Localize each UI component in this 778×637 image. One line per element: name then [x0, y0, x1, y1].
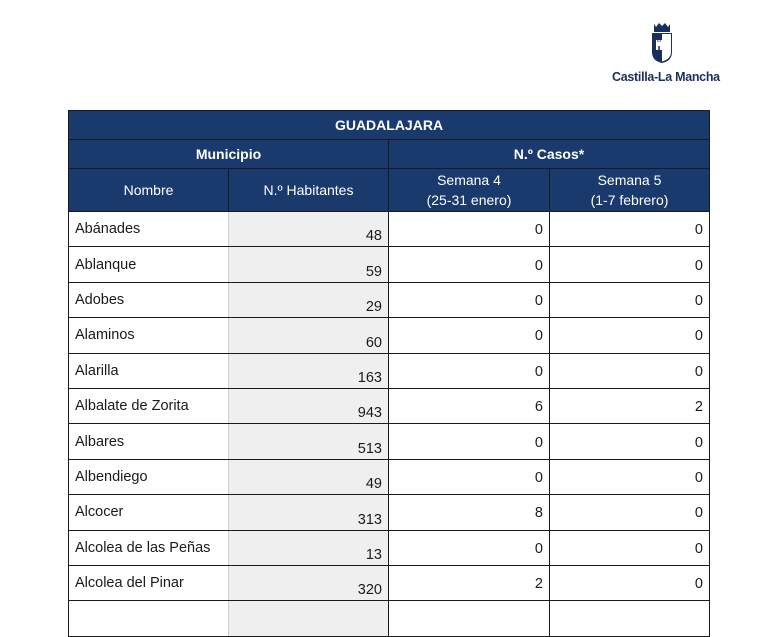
habitantes-cell: 313	[229, 495, 389, 530]
municipio-group-header: Municipio	[69, 140, 389, 169]
semana4-cases-cell	[389, 601, 550, 636]
habitantes-cell: 60	[229, 318, 389, 353]
habitantes-cell: 59	[229, 247, 389, 282]
semana4-column-header	[389, 169, 550, 212]
municipio-name-cell: Alcocer	[69, 495, 229, 530]
logo-text: Castilla-La Mancha	[612, 70, 720, 84]
semana4-cases-cell: 0	[389, 247, 550, 282]
semana4-cases-cell: 0	[389, 212, 550, 247]
municipio-name-cell	[69, 601, 229, 636]
municipio-name-cell: Albares	[69, 424, 229, 459]
habitantes-cell: 320	[229, 565, 389, 600]
semana5-label: Semana 5	[597, 172, 662, 188]
semana4-label: Semana 4	[437, 172, 501, 188]
table-row	[69, 459, 710, 494]
semana5-cases-cell: 0	[550, 282, 710, 317]
habitantes-cell: 13	[229, 530, 389, 565]
semana4-cases-cell: 0	[389, 424, 550, 459]
habitantes-column-header: N.º Habitantes	[229, 169, 389, 212]
casos-group-header: N.º Casos*	[389, 140, 710, 169]
castilla-la-mancha-logo	[612, 22, 720, 84]
coat-of-arms-icon	[650, 22, 674, 64]
municipio-name-cell: Abánades	[69, 212, 229, 247]
table-row	[69, 353, 710, 388]
semana5-cases-cell: 0	[550, 495, 710, 530]
nombre-column-header: Nombre	[69, 169, 229, 212]
semana5-cases-cell: 0	[550, 424, 710, 459]
table-row	[69, 247, 710, 282]
municipios-table	[68, 110, 710, 637]
province-title: GUADALAJARA	[69, 111, 710, 140]
table-row	[69, 565, 710, 600]
municipio-name-cell: Albalate de Zorita	[69, 388, 229, 423]
habitantes-cell: 48	[229, 212, 389, 247]
table-row	[69, 424, 710, 459]
semana5-cases-cell: 0	[550, 247, 710, 282]
municipio-name-cell: Alcolea del Pinar	[69, 565, 229, 600]
semana5-cases-cell: 0	[550, 459, 710, 494]
table-row	[69, 495, 710, 530]
habitantes-cell: 513	[229, 424, 389, 459]
semana4-cases-cell: 0	[389, 353, 550, 388]
table-row	[69, 601, 710, 636]
municipio-name-cell: Adobes	[69, 282, 229, 317]
semana5-column-header	[550, 169, 710, 212]
table-row	[69, 318, 710, 353]
semana4-cases-cell: 8	[389, 495, 550, 530]
semana5-cases-cell: 0	[550, 212, 710, 247]
semana4-cases-cell: 0	[389, 282, 550, 317]
habitantes-cell: 163	[229, 353, 389, 388]
semana5-cases-cell: 2	[550, 388, 710, 423]
semana4-cases-cell: 2	[389, 565, 550, 600]
semana5-cases-cell: 0	[550, 530, 710, 565]
municipio-name-cell: Alarilla	[69, 353, 229, 388]
semana5-cases-cell	[550, 601, 710, 636]
habitantes-cell	[229, 601, 389, 636]
semana4-cases-cell: 0	[389, 459, 550, 494]
semana4-cases-cell: 6	[389, 388, 550, 423]
municipio-name-cell: Alcolea de las Peñas	[69, 530, 229, 565]
table-row	[69, 388, 710, 423]
semana4-cases-cell: 0	[389, 530, 550, 565]
municipio-name-cell: Albendiego	[69, 459, 229, 494]
semana5-cases-cell: 0	[550, 318, 710, 353]
semana4-cases-cell: 0	[389, 318, 550, 353]
habitantes-cell: 29	[229, 282, 389, 317]
table-row	[69, 282, 710, 317]
habitantes-cell: 943	[229, 388, 389, 423]
semana5-cases-cell: 0	[550, 353, 710, 388]
table-row	[69, 212, 710, 247]
semana4-dates: (25-31 enero)	[426, 192, 512, 208]
table-row	[69, 530, 710, 565]
semana5-dates: (1-7 febrero)	[590, 192, 669, 208]
municipio-name-cell: Ablanque	[69, 247, 229, 282]
habitantes-cell: 49	[229, 459, 389, 494]
municipio-name-cell: Alaminos	[69, 318, 229, 353]
semana5-cases-cell: 0	[550, 565, 710, 600]
